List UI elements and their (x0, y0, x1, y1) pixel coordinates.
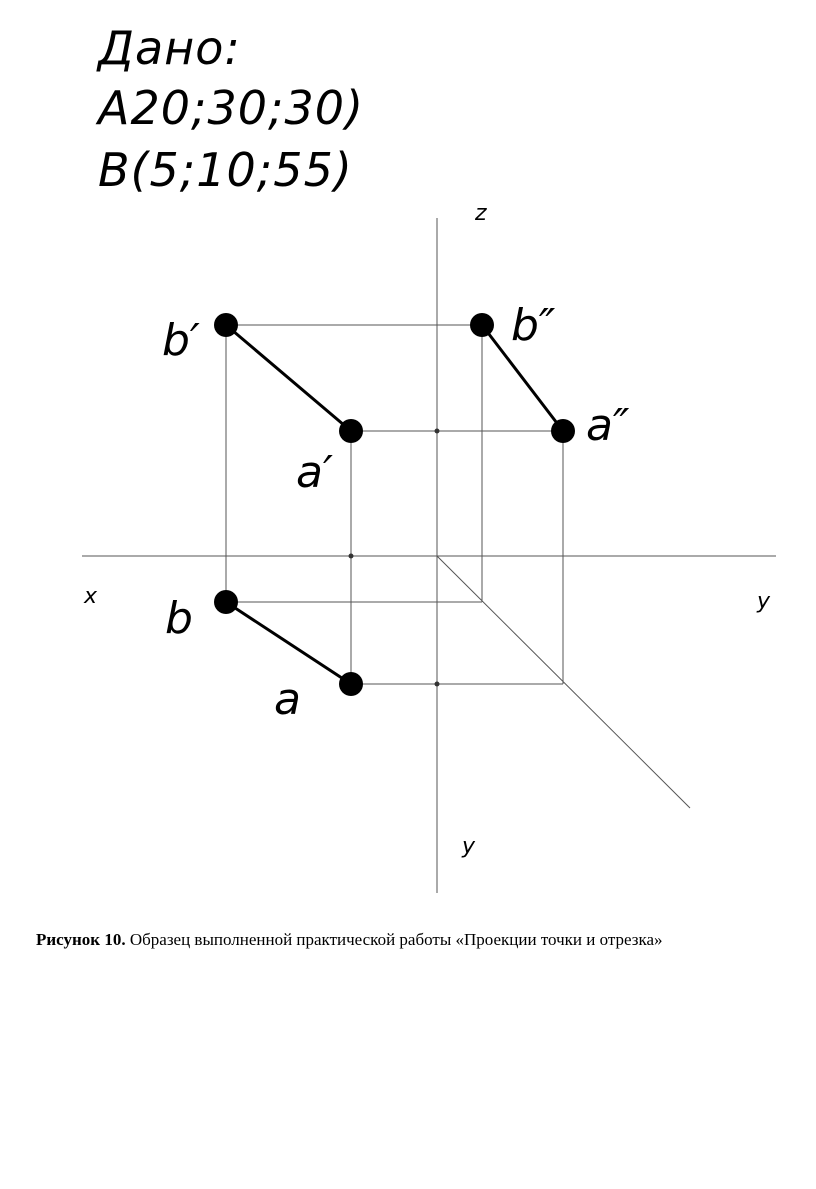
segment-front (226, 325, 351, 431)
point-b-prime (214, 313, 238, 337)
point-b (214, 590, 238, 614)
axis-label-z: z (475, 201, 487, 226)
point-a-prime (339, 419, 363, 443)
point-a-double (551, 419, 575, 443)
axis-label-x: x (84, 584, 98, 609)
label-a: a (274, 674, 301, 725)
marker-a-x (349, 554, 354, 559)
axis-label-y-right: y (757, 589, 771, 614)
marker-a-z (435, 682, 440, 687)
point-a (339, 672, 363, 696)
label-b-double: b″ (511, 300, 556, 351)
given-point-a: А20;30;30) (98, 81, 365, 135)
caption-label: Рисунок 10. (36, 930, 126, 949)
label-b-prime: b′ (162, 315, 200, 366)
label-a-double: a″ (586, 400, 630, 451)
label-b: b (165, 593, 193, 644)
figure-caption (36, 930, 796, 950)
axis-label-y-bottom: y (462, 834, 476, 859)
segment-top (226, 602, 351, 684)
given-title: Дано: (98, 21, 241, 75)
point-b-double (470, 313, 494, 337)
caption-text: Образец выполненной практической работы «Проекции точки и отрезка» (125, 930, 663, 949)
marker-aprime-z (435, 429, 440, 434)
label-a-prime: a′ (296, 447, 333, 498)
given-point-b: В(5;10;55) (98, 143, 353, 197)
